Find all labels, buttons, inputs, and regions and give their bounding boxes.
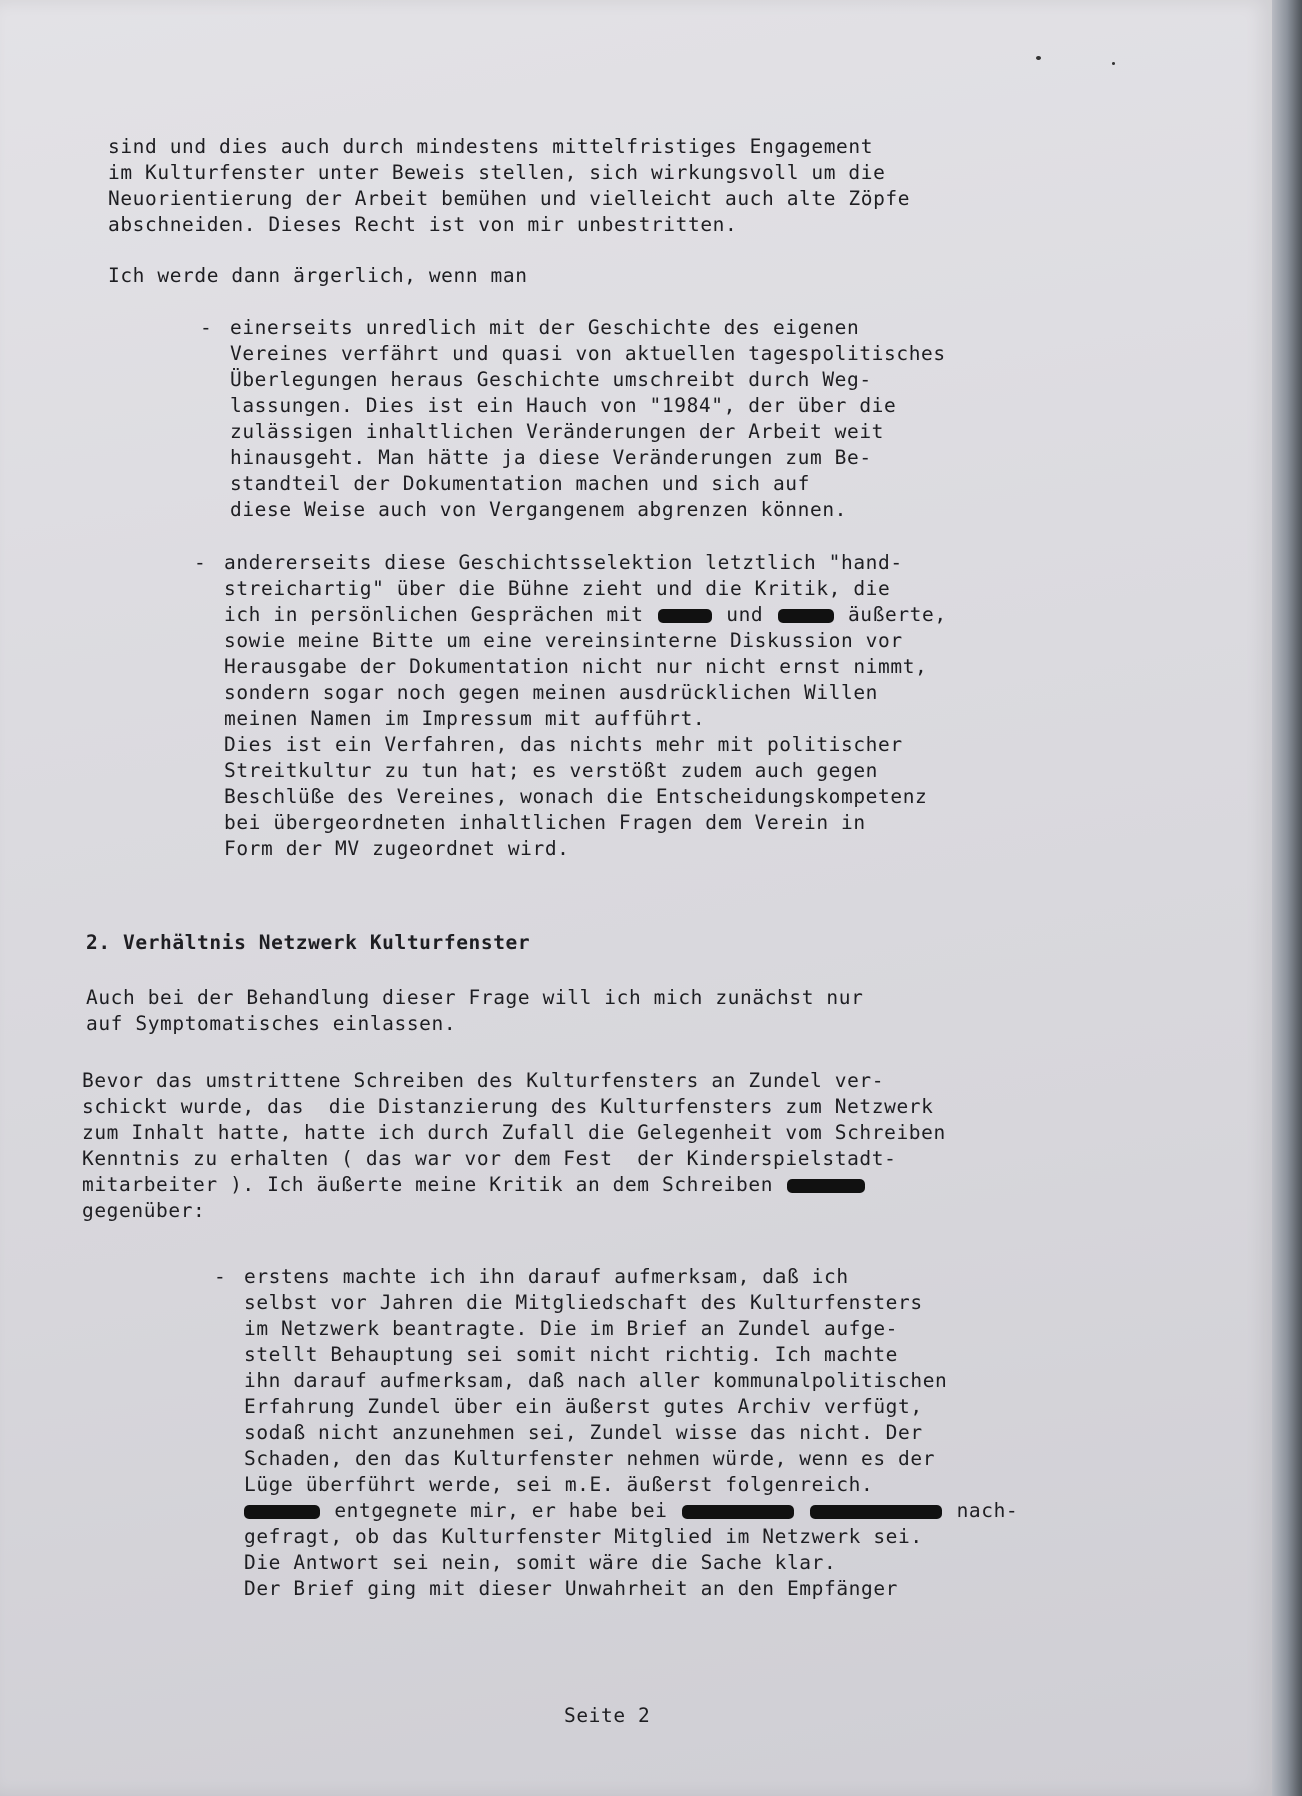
text-line: Auch bei der Behandlung dieser Frage will ich mich zunächst nur bbox=[86, 986, 864, 1009]
bullet-item-2 bbox=[224, 550, 947, 862]
redaction-bar bbox=[810, 1505, 942, 1519]
text-line: sodaß nicht anzunehmen sei, Zundel wisse das nicht. Der bbox=[244, 1421, 923, 1444]
text-fragment: und bbox=[726, 603, 764, 626]
text-line-redacted bbox=[82, 1172, 946, 1198]
text-line-redacted bbox=[244, 1498, 1018, 1524]
text-line: Herausgabe der Dokumentation nicht nur nicht ernst nimmt, bbox=[224, 655, 928, 678]
text-line: zum Inhalt hatte, hatte ich durch Zufall die Gelegenheit vom Schreiben bbox=[82, 1121, 946, 1144]
bullet-dash: - bbox=[214, 1265, 227, 1288]
text-line: bei übergeordneten inhaltlichen Fragen dem Verein in bbox=[224, 811, 866, 834]
text-line: Streitkultur zu tun hat; es verstößt zudem auch gegen bbox=[224, 759, 879, 782]
redaction-bar bbox=[787, 1179, 865, 1193]
text-line: Der Brief ging mit dieser Unwahrheit an den Empfänger bbox=[244, 1577, 899, 1600]
text-line: erstens machte ich ihn darauf aufmerksam, daß ich bbox=[244, 1265, 849, 1288]
paragraph-intro bbox=[108, 134, 910, 238]
text-line: Lüge überführt werde, sei m.E. äußerst folgenreich. bbox=[244, 1473, 874, 1496]
text-line: Erfahrung Zundel über ein äußerst gutes Archiv verfügt, bbox=[244, 1395, 923, 1418]
text-line: diese Weise auch von Vergangenem abgrenzen können. bbox=[230, 498, 847, 521]
text-line: sind und dies auch durch mindestens mittelfristiges Engagement bbox=[108, 135, 874, 158]
bullet-dash: - bbox=[200, 316, 213, 339]
text-line: hinausgeht. Man hätte ja diese Veränderungen zum Be- bbox=[230, 446, 872, 469]
text-line: Form der MV zugeordnet wird. bbox=[224, 837, 570, 860]
text-line: schickt wurde, das die Distanzierung des Kulturfensters zum Netzwerk bbox=[82, 1095, 934, 1118]
text-line: sondern sogar noch gegen meinen ausdrücklichen Willen bbox=[224, 681, 879, 704]
text-fragment: entgegnete mir, er habe bei bbox=[334, 1499, 668, 1522]
redaction-bar bbox=[682, 1505, 794, 1519]
text-line: Neuorientierung der Arbeit bemühen und vielleicht auch alte Zöpfe bbox=[108, 187, 911, 210]
text-fragment: mitarbeiter ). Ich äußerte meine Kritik an dem Schreiben bbox=[82, 1173, 774, 1196]
text-line: streichartig" über die Bühne zieht und die Kritik, die bbox=[224, 577, 891, 600]
background-edge bbox=[1272, 0, 1302, 1796]
text-line: Die Antwort sei nein, somit wäre die Sache klar. bbox=[244, 1551, 837, 1574]
page-number: Seite 2 bbox=[564, 1704, 651, 1727]
text-line: Kenntnis zu erhalten ( das war vor dem Fest der Kinderspielstadt- bbox=[82, 1147, 897, 1170]
paragraph-section2-p2 bbox=[82, 1068, 946, 1224]
section-heading: 2. Verhältnis Netzwerk Kulturfenster bbox=[86, 931, 531, 954]
bullet-item-3 bbox=[244, 1264, 1018, 1602]
text-line: selbst vor Jahren die Mitgliedschaft des Kulturfensters bbox=[244, 1291, 923, 1314]
text-line: Beschlüße des Vereines, wonach die Entscheidungskompetenz bbox=[224, 785, 928, 808]
text-line: im Kulturfenster unter Beweis stellen, sich wirkungsvoll um die bbox=[108, 161, 886, 184]
text-line: sowie meine Bitte um eine vereinsinterne Diskussion vor bbox=[224, 629, 903, 652]
redaction-bar bbox=[778, 609, 834, 623]
text-line: zulässigen inhaltlichen Veränderungen der Arbeit weit bbox=[230, 420, 885, 443]
redaction-bar bbox=[244, 1505, 320, 1519]
text-line: lassungen. Dies ist ein Hauch von "1984", der über die bbox=[230, 394, 897, 417]
text-line: Bevor das umstrittene Schreiben des Kulturfensters an Zundel ver- bbox=[82, 1069, 885, 1092]
text-fragment: nach- bbox=[956, 1499, 1019, 1522]
text-line: stellt Behauptung sei somit nicht richtig. Ich machte bbox=[244, 1343, 899, 1366]
text-fragment: ich in persönlichen Gesprächen mit bbox=[224, 603, 644, 626]
text-line: Schaden, den das Kulturfenster nehmen würde, wenn es der bbox=[244, 1447, 936, 1470]
text-line: Ich werde dann ärgerlich, wenn man bbox=[108, 264, 528, 287]
text-line: im Netzwerk beantragte. Die im Brief an Zundel aufge- bbox=[244, 1317, 899, 1340]
text-fragment: äußerte, bbox=[847, 603, 947, 626]
text-line: gefragt, ob das Kulturfenster Mitglied im Netzwerk sei. bbox=[244, 1525, 923, 1548]
text-line: andererseits diese Geschichtsselektion letztlich "hand- bbox=[224, 551, 903, 574]
text-line: abschneiden. Dieses Recht ist von mir unbestritten. bbox=[108, 213, 738, 236]
text-line: Überlegungen heraus Geschichte umschreibt durch Weg- bbox=[230, 368, 872, 391]
redaction-bar bbox=[658, 609, 712, 623]
text-line: einerseits unredlich mit der Geschichte des eigenen bbox=[230, 316, 860, 339]
paragraph-section2-p1 bbox=[86, 985, 863, 1037]
text-line: gegenüber: bbox=[82, 1199, 206, 1222]
text-line: auf Symptomatisches einlassen. bbox=[86, 1012, 457, 1035]
text-line: standteil der Dokumentation machen und sich auf bbox=[230, 472, 810, 495]
text-line: ihn darauf aufmerksam, daß nach aller kommunalpolitischen bbox=[244, 1369, 948, 1392]
text-line: Dies ist ein Verfahren, das nichts mehr mit politischer bbox=[224, 733, 903, 756]
bullet-dash: - bbox=[194, 551, 207, 574]
paragraph-angry-intro bbox=[108, 263, 528, 289]
text-line: meinen Namen im Impressum mit aufführt. bbox=[224, 707, 706, 730]
bullet-item-1 bbox=[230, 315, 946, 523]
text-line: Vereines verfährt und quasi von aktuellen tagespolitisches bbox=[230, 342, 946, 365]
text-line-redacted bbox=[224, 602, 947, 628]
